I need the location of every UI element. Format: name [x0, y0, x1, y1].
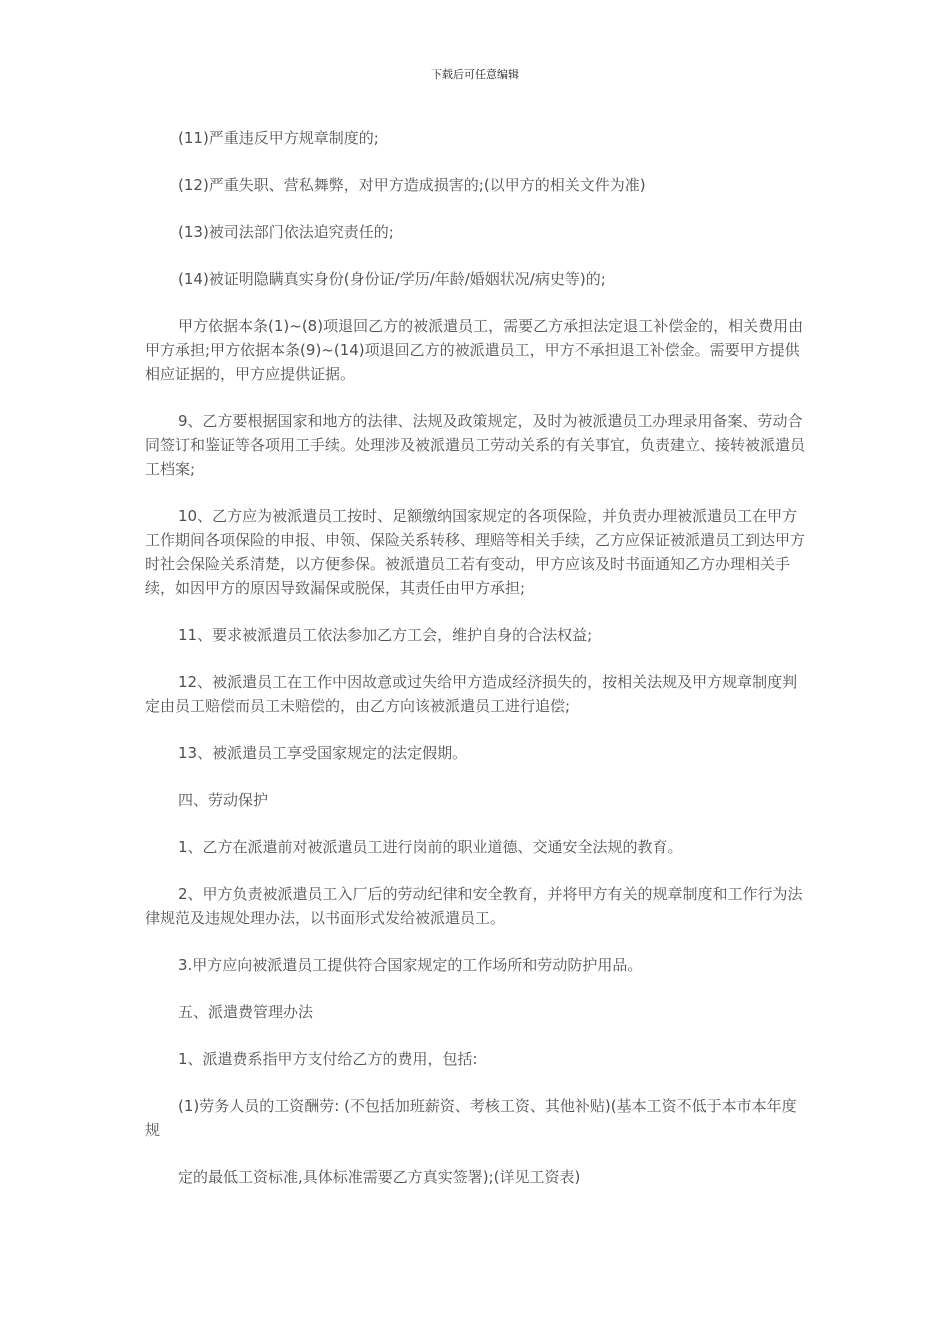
paragraph-protection-3: 3.甲方应向被派遣员工提供符合国家规定的工作场所和劳动防护用品。	[178, 956, 643, 974]
paragraph-item-9: 9、乙方要根据国家和地方的法律、法规及政策规定，及时为被派遣员工办理录用备案、劳动合同签订和鉴证等各项用工手续。处理涉及被派遣员工劳动关系的有关事宜，负责建立、接转被派遣员工档案;	[145, 412, 806, 478]
paragraph-item-13: 13、被派遣员工享受国家规定的法定假期。	[178, 744, 468, 762]
section-heading-labor-protection: 四、劳动保护	[178, 791, 269, 809]
paragraph-fee-1-sub-1: (1)劳务人员的工资酬劳: (不包括加班薪资、考核工资、其他补贴)(基本工资不低于本市本年度规	[145, 1097, 797, 1139]
paragraph-item-10: 10、乙方应为被派遣员工按时、足额缴纳国家规定的各项保险，并负责办理被派遣员工在甲方工作期间各项保险的申报、申领、保险关系转移、理赔等相关手续，乙方应保证被派遣员工到达甲方时社会保险关系清楚，以方便参保。被派遣员工若有变动，甲方应该及时书面通知乙方办理相关手续，如因甲方的原因导致漏保或脱保，其责任由甲方承担;	[145, 507, 806, 597]
page-header: 下载后可任意编辑	[431, 68, 519, 81]
paragraph-fee-1-sub-1-cont: 定的最低工资标准,具体标准需要乙方真实签署);(详见工资表)	[178, 1168, 581, 1186]
paragraph-clause-11: (11)严重违反甲方规章制度的;	[178, 129, 379, 147]
paragraph-clause-13: (13)被司法部门依法追究责任的;	[178, 223, 394, 241]
paragraph-clause-14: (14)被证明隐瞒真实身份(身份证/学历/年龄/婚姻状况/病史等)的;	[178, 270, 606, 288]
paragraph-clause-12: (12)严重失职、营私舞弊，对甲方造成损害的;(以甲方的相关文件为准)	[178, 176, 646, 194]
paragraph-protection-2: 2、甲方负责被派遣员工入厂后的劳动纪律和安全教育，并将甲方有关的规章制度和工作行为法律规范及违规处理办法，以书面形式发给被派遣员工。	[145, 885, 803, 927]
paragraph-item-12: 12、被派遣员工在工作中因故意或过失给甲方造成经济损失的，按相关法规及甲方规章制度判定由员工赔偿而员工未赔偿的，由乙方向该被派遣员工进行追偿;	[145, 673, 798, 715]
paragraph-protection-1: 1、乙方在派遣前对被派遣员工进行岗前的职业道德、交通安全法规的教育。	[178, 838, 683, 856]
paragraph-item-11: 11、要求被派遣员工依法参加乙方工会，维护自身的合法权益;	[178, 626, 593, 644]
document-body	[145, 126, 805, 1212]
paragraph-fee-1: 1、派遣费系指甲方支付给乙方的费用，包括:	[178, 1050, 478, 1068]
paragraph-compensation-note: 甲方依据本条(1)~(8)项退回乙方的被派遣员工，需要乙方承担法定退工补偿金的，相关费用由甲方承担;甲方依据本条(9)~(14)项退回乙方的被派遣员工，甲方不承担退工补偿金。需要甲方提供相应证据的，甲方应提供证据。	[145, 317, 804, 383]
section-heading-fee-management: 五、派遣费管理办法	[178, 1003, 314, 1021]
